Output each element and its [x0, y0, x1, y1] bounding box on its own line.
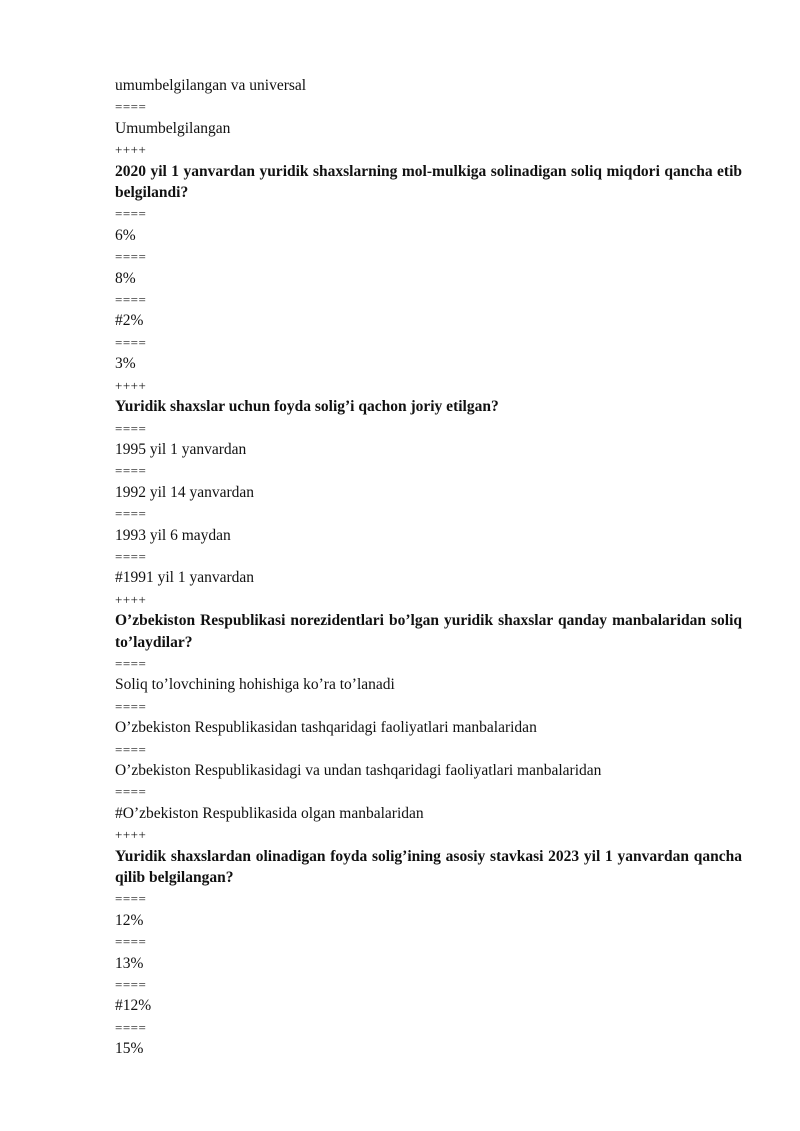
answer-option: #2%	[115, 312, 144, 330]
option-separator: ====	[115, 292, 147, 308]
answer-option: 3%	[115, 355, 136, 373]
answer-option: 8%	[115, 269, 136, 287]
answer-option: 1995 yil 1 yanvardan	[115, 440, 247, 458]
answer-option: 15%	[115, 1040, 144, 1058]
option-separator: ====	[115, 548, 147, 564]
question-text: O’zbekiston Respublikasi norezidentlari bo’lgan yuridik shaxslar qanday manbalaridan soliq to’laydilar?	[115, 612, 742, 651]
option-separator: ====	[115, 741, 147, 757]
question-separator: ++++	[115, 591, 147, 607]
option-separator: ====	[115, 977, 147, 993]
answer-option: #1991 yil 1 yanvardan	[115, 569, 255, 587]
answer-option: #12%	[115, 997, 152, 1015]
option-separator: ====	[115, 334, 147, 350]
option-separator: ====	[115, 891, 147, 907]
answer-option: 6%	[115, 226, 136, 244]
option-separator: ====	[115, 206, 147, 222]
answer-option: Soliq to’lovchining hohishiga ko’ra to’lanadi	[115, 676, 395, 694]
answer-option: O’zbekiston Respublikasidan tashqaridagi faoliyatlari manbalaridan	[115, 719, 537, 737]
answer-option: 1992 yil 14 yanvardan	[115, 483, 255, 501]
question-text: 2020 yil 1 yanvardan yuridik shaxslarning mol-mulkiga solinadigan soliq miqdori qancha etib belgilandi?	[115, 162, 742, 202]
option-separator: ====	[115, 420, 147, 436]
answer-option: 1993 yil 6 maydan	[115, 526, 231, 544]
option-separator: ====	[115, 934, 147, 950]
question-separator: ++++	[115, 142, 147, 158]
option-separator: ====	[115, 784, 147, 800]
option-separator: ====	[115, 463, 147, 479]
option-separator: ====	[115, 99, 147, 115]
answer-option: #O’zbekiston Respublikasida olgan manbalaridan	[115, 804, 424, 822]
option-separator: ====	[115, 506, 147, 522]
question-separator: ++++	[115, 827, 147, 843]
answer-option: 13%	[115, 954, 144, 972]
question-text: Yuridik shaxslar uchun foyda solig’i qachon joriy etilgan?	[115, 398, 499, 416]
question-separator: ++++	[115, 377, 147, 393]
intro-answer-text: umumbelgilangan va universal	[115, 77, 307, 94]
option-separator: ====	[115, 655, 147, 671]
answer-option: 12%	[115, 911, 144, 929]
option-separator: ====	[115, 249, 147, 265]
option-separator: ====	[115, 698, 147, 714]
option-separator: ====	[115, 1019, 147, 1035]
document-page	[115, 75, 742, 1060]
question-text: Yuridik shaxslardan olinadigan foyda solig’ining asosiy stavkasi 2023 yil 1 yanvardan qancha qilib belgilangan?	[115, 847, 742, 887]
answer-option: O’zbekiston Respublikasidagi va undan tashqaridagi faoliyatlari manbalaridan	[115, 762, 602, 779]
intro-answer-text: Umumbelgilangan	[115, 119, 231, 137]
